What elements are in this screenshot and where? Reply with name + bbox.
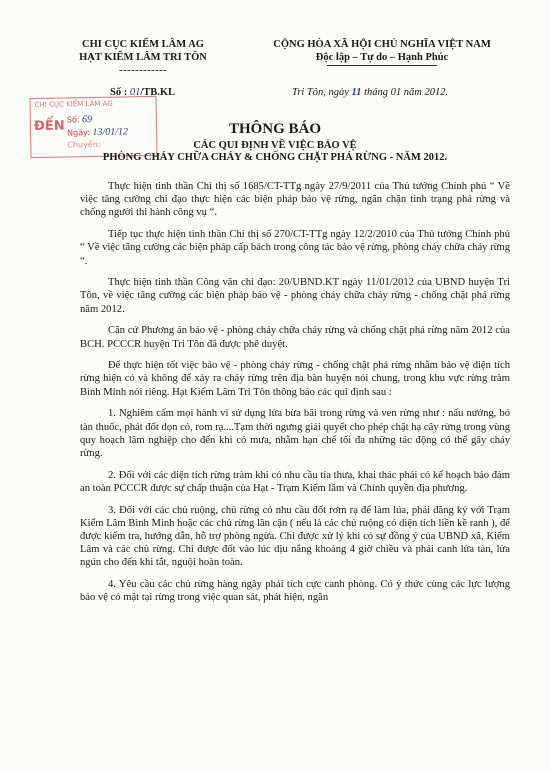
place-date-prefix: Tri Tôn, ngày bbox=[292, 87, 349, 98]
body-paragraph: Thực hiện tinh thần Chỉ thị số 1685/CT-TTg ngày 27/9/2011 của Thủ tướng Chính phủ “ Về việc tăng cường chỉ đạo thực hiện các biện pháp bảo vệ rừng, ngăn chặn tình trạng phá rừng và chống người thi hành công vụ “. bbox=[80, 181, 510, 219]
stamp-so-value: 69 bbox=[81, 114, 93, 126]
body-paragraph: 2. Đối với các diện tích rừng tràm khi có nhu cầu tỉa thưa, khai thác phải có kế hoạch bảo đảm an toàn PCCCR được sự chấp thuận của Hạt - Trạm Kiểm lâm và Chính quyền địa phương. bbox=[80, 469, 510, 494]
agency-separator: ------------ bbox=[119, 65, 167, 76]
document-title: THÔNG BÁO bbox=[228, 121, 322, 137]
doc-number-value: 01 bbox=[129, 87, 141, 98]
place-date-suffix: tháng 01 năm 2012. bbox=[364, 87, 449, 98]
place-date bbox=[292, 87, 448, 98]
agency-parent-name: CHI CỤC KIỂM LÂM AG bbox=[82, 39, 204, 50]
document-body bbox=[80, 180, 510, 613]
stamp-header: CHI CỤC KIỂM LÂM AG bbox=[34, 99, 113, 110]
stamp-ngay-label: Ngày: bbox=[67, 128, 90, 138]
motto-underline bbox=[327, 65, 437, 66]
stamp-so-label: Số: bbox=[66, 115, 80, 125]
national-motto-block bbox=[262, 38, 502, 66]
body-paragraph: Thực hiện tinh thần Công văn chỉ đạo: 20/UBND.KT ngày 11/01/2012 của UBND huyện Tri Tôn, về việc tăng cường các biện pháp bảo vệ - phòng cháy chữa cháy rừng - chống chặt phá rừng năm 2012. bbox=[80, 277, 510, 315]
body-paragraph: Tiếp tục thực hiện tinh thần Chỉ thị số 270/CT-TTg ngày 12/2/2010 của Thủ tướng Chính phủ “ Về việc tăng cường các biện pháp cấp bách trong công tác bảo vệ rừng, phòng cháy chữa cháy rừng “. bbox=[80, 229, 510, 267]
doc-number-suffix: /TB.KL bbox=[140, 87, 176, 98]
stamp-ngay-value: 13/01/12 bbox=[92, 126, 129, 139]
body-paragraph: 1. Nghiêm cấm mọi hành vi sử dụng lửa bừa bãi trong rừng và ven rừng như : nấu nướng, bỏ tàn thuốc, phát đốt dọn cỏ, rom rạ....Tạm thời ngưng giải quyết cho phép chặt hạ cây rừng trong vùng quy hoạch lâm nghiệp cho đến khi có mưa, nhằm hạn chế tối đa những tác động có thể gây cháy rừng. bbox=[80, 408, 510, 459]
place-date-day: 11 bbox=[351, 87, 362, 98]
document-subtitle-2: PHÒNG CHÁY CHỮA CHÁY & CHỐNG CHẶT PHÁ RỪNG - NĂM 2012. bbox=[102, 152, 448, 163]
stamp-den-label: ĐẾN bbox=[33, 118, 65, 135]
body-paragraph: Để thực hiện tốt việc bảo vệ - phòng cháy rừng - chống chặt phá rừng nhằm bảo vệ diện tích rừng hiện có và không để xảy ra cháy rừng trên địa bàn huyện nói chung, trong khu vực rừng tràm Bình Minh nói riêng. Hạt Kiểm Lâm Tri Tôn thông báo các qui định sau : bbox=[80, 360, 510, 398]
body-paragraph: Căn cứ Phương án bảo vệ - phòng cháy chữa cháy rừng và chống chặt phá rừng năm 2012 của BCH. PCCCR huyện Tri Tôn đã được phê duyệt. bbox=[80, 325, 510, 350]
issuing-agency-block bbox=[68, 38, 218, 77]
stamp-chuyen-label: Chuyển: bbox=[67, 139, 101, 150]
doc-number-prefix: Số : bbox=[110, 87, 128, 98]
body-paragraph: 3. Đối với các chủ ruộng, chủ rừng có nhu cầu đốt rơm rạ để làm lúa, phải đăng ký với Trạm Kiểm Lâm Bình Minh hoặc các chủ rừng lân cận ( nếu là các chủ ruộng có diện tích liền kề ranh ), để được kiểm tra, hướng dẫn, hỗ trợ phòng ngừa. Chỉ được xử lý khi có sự đồng ý của UBND xã, Kiểm Lâm và các chủ rừng. Chỉ được đốt vào lúc dịu nắng khoảng 4 giờ chiều và phải canh lửa tàn, lửa ngún cho đến khi tắt, nguội hoàn toàn. bbox=[80, 504, 510, 569]
document-subtitle-1: CÁC QUI ĐỊNH VỀ VIỆC BẢO VỆ bbox=[193, 140, 357, 151]
agency-name: HẠT KIỂM LÂM TRI TÔN bbox=[79, 52, 207, 63]
nation-name: CỘNG HÒA XÃ HỘI CHỦ NGHĨA VIỆT NAM bbox=[273, 39, 491, 50]
body-paragraph: 4. Yêu cầu các chủ rừng hàng ngày phải tích cực canh phòng. Có ý thức cùng các lực lượng bảo vệ có mặt tại rừng trong việc quan sát, phát hiện, ngăn bbox=[80, 579, 510, 604]
nation-motto: Độc lập – Tự do – Hạnh Phúc bbox=[315, 52, 449, 63]
